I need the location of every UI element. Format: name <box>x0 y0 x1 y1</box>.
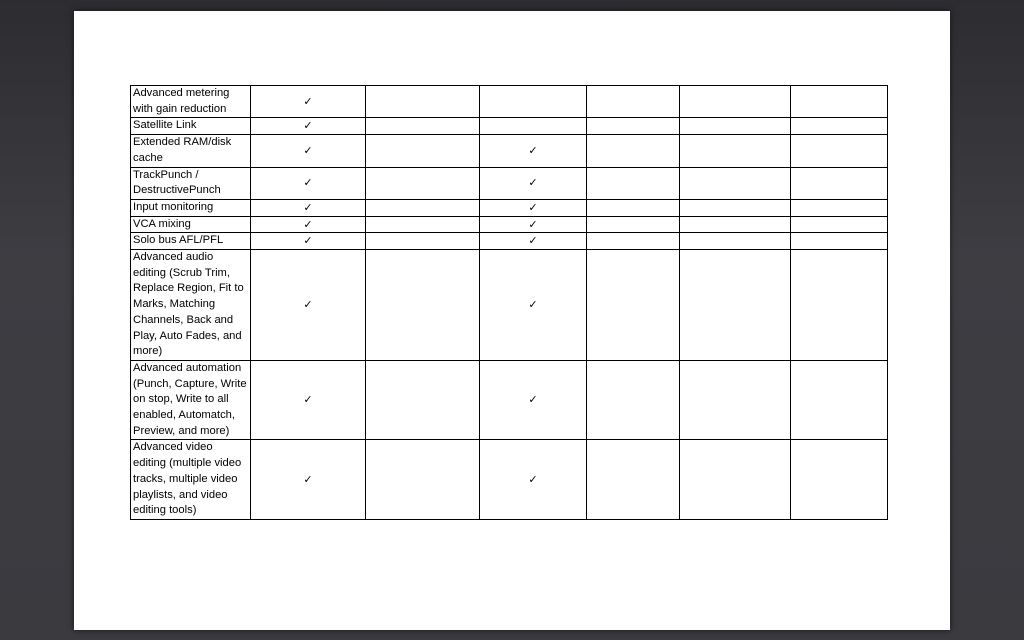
empty-cell <box>366 250 480 361</box>
table-row <box>131 440 888 520</box>
table-row <box>131 135 888 167</box>
empty-cell <box>680 233 791 250</box>
empty-cell <box>480 118 587 135</box>
check-mark-icon: ✓ <box>251 360 366 440</box>
check-mark-icon: ✓ <box>480 360 587 440</box>
feature-label: Satellite Link <box>131 118 251 135</box>
check-mark-icon: ✓ <box>251 199 366 216</box>
check-mark-icon: ✓ <box>480 216 587 233</box>
empty-cell <box>366 440 480 520</box>
empty-cell <box>680 118 791 135</box>
check-mark-icon: ✓ <box>480 250 587 361</box>
empty-cell <box>791 135 888 167</box>
empty-cell <box>680 135 791 167</box>
empty-cell <box>587 118 680 135</box>
check-mark-icon: ✓ <box>251 86 366 118</box>
empty-cell <box>791 233 888 250</box>
empty-cell <box>587 199 680 216</box>
empty-cell <box>587 86 680 118</box>
feature-label: Input monitoring <box>131 199 251 216</box>
empty-cell <box>791 86 888 118</box>
empty-cell <box>791 216 888 233</box>
empty-cell <box>791 440 888 520</box>
check-mark-icon: ✓ <box>480 135 587 167</box>
empty-cell <box>366 118 480 135</box>
empty-cell <box>791 167 888 199</box>
feature-label: Advanced audio editing (Scrub Trim, Replace Region, Fit to Marks, Matching Channels, Back and Play, Auto Fades, and more) <box>131 250 251 361</box>
feature-label: TrackPunch / DestructivePunch <box>131 167 251 199</box>
table-row <box>131 167 888 199</box>
table-row <box>131 199 888 216</box>
feature-label: Advanced automation (Punch, Capture, Write on stop, Write to all enabled, Automatch, Preview, and more) <box>131 360 251 440</box>
document-page <box>74 11 950 630</box>
empty-cell <box>791 199 888 216</box>
empty-cell <box>680 199 791 216</box>
empty-cell <box>366 216 480 233</box>
empty-cell <box>680 167 791 199</box>
check-mark-icon: ✓ <box>251 135 366 167</box>
empty-cell <box>366 135 480 167</box>
empty-cell <box>791 118 888 135</box>
empty-cell <box>791 360 888 440</box>
table-row <box>131 118 888 135</box>
feature-label: Extended RAM/disk cache <box>131 135 251 167</box>
empty-cell <box>587 440 680 520</box>
feature-label: Advanced video editing (multiple video tracks, multiple video playlists, and video editing tools) <box>131 440 251 520</box>
empty-cell <box>366 167 480 199</box>
check-mark-icon: ✓ <box>251 216 366 233</box>
empty-cell <box>587 216 680 233</box>
empty-cell <box>587 233 680 250</box>
empty-cell <box>587 135 680 167</box>
empty-cell <box>366 199 480 216</box>
empty-cell <box>366 233 480 250</box>
check-mark-icon: ✓ <box>251 118 366 135</box>
check-mark-icon: ✓ <box>251 233 366 250</box>
table-row <box>131 233 888 250</box>
empty-cell <box>480 86 587 118</box>
empty-cell <box>791 250 888 361</box>
empty-cell <box>587 360 680 440</box>
empty-cell <box>680 360 791 440</box>
table-row <box>131 86 888 118</box>
check-mark-icon: ✓ <box>251 250 366 361</box>
empty-cell <box>680 440 791 520</box>
empty-cell <box>587 250 680 361</box>
empty-cell <box>587 167 680 199</box>
check-mark-icon: ✓ <box>480 167 587 199</box>
check-mark-icon: ✓ <box>251 167 366 199</box>
check-mark-icon: ✓ <box>480 440 587 520</box>
table-row <box>131 360 888 440</box>
table-row <box>131 216 888 233</box>
feature-comparison-table <box>130 85 888 520</box>
feature-label: VCA mixing <box>131 216 251 233</box>
check-mark-icon: ✓ <box>480 233 587 250</box>
check-mark-icon: ✓ <box>251 440 366 520</box>
empty-cell <box>366 86 480 118</box>
empty-cell <box>680 216 791 233</box>
empty-cell <box>366 360 480 440</box>
feature-label: Solo bus AFL/PFL <box>131 233 251 250</box>
feature-label: Advanced metering with gain reduction <box>131 86 251 118</box>
table-row <box>131 250 888 361</box>
check-mark-icon: ✓ <box>480 199 587 216</box>
empty-cell <box>680 86 791 118</box>
empty-cell <box>680 250 791 361</box>
